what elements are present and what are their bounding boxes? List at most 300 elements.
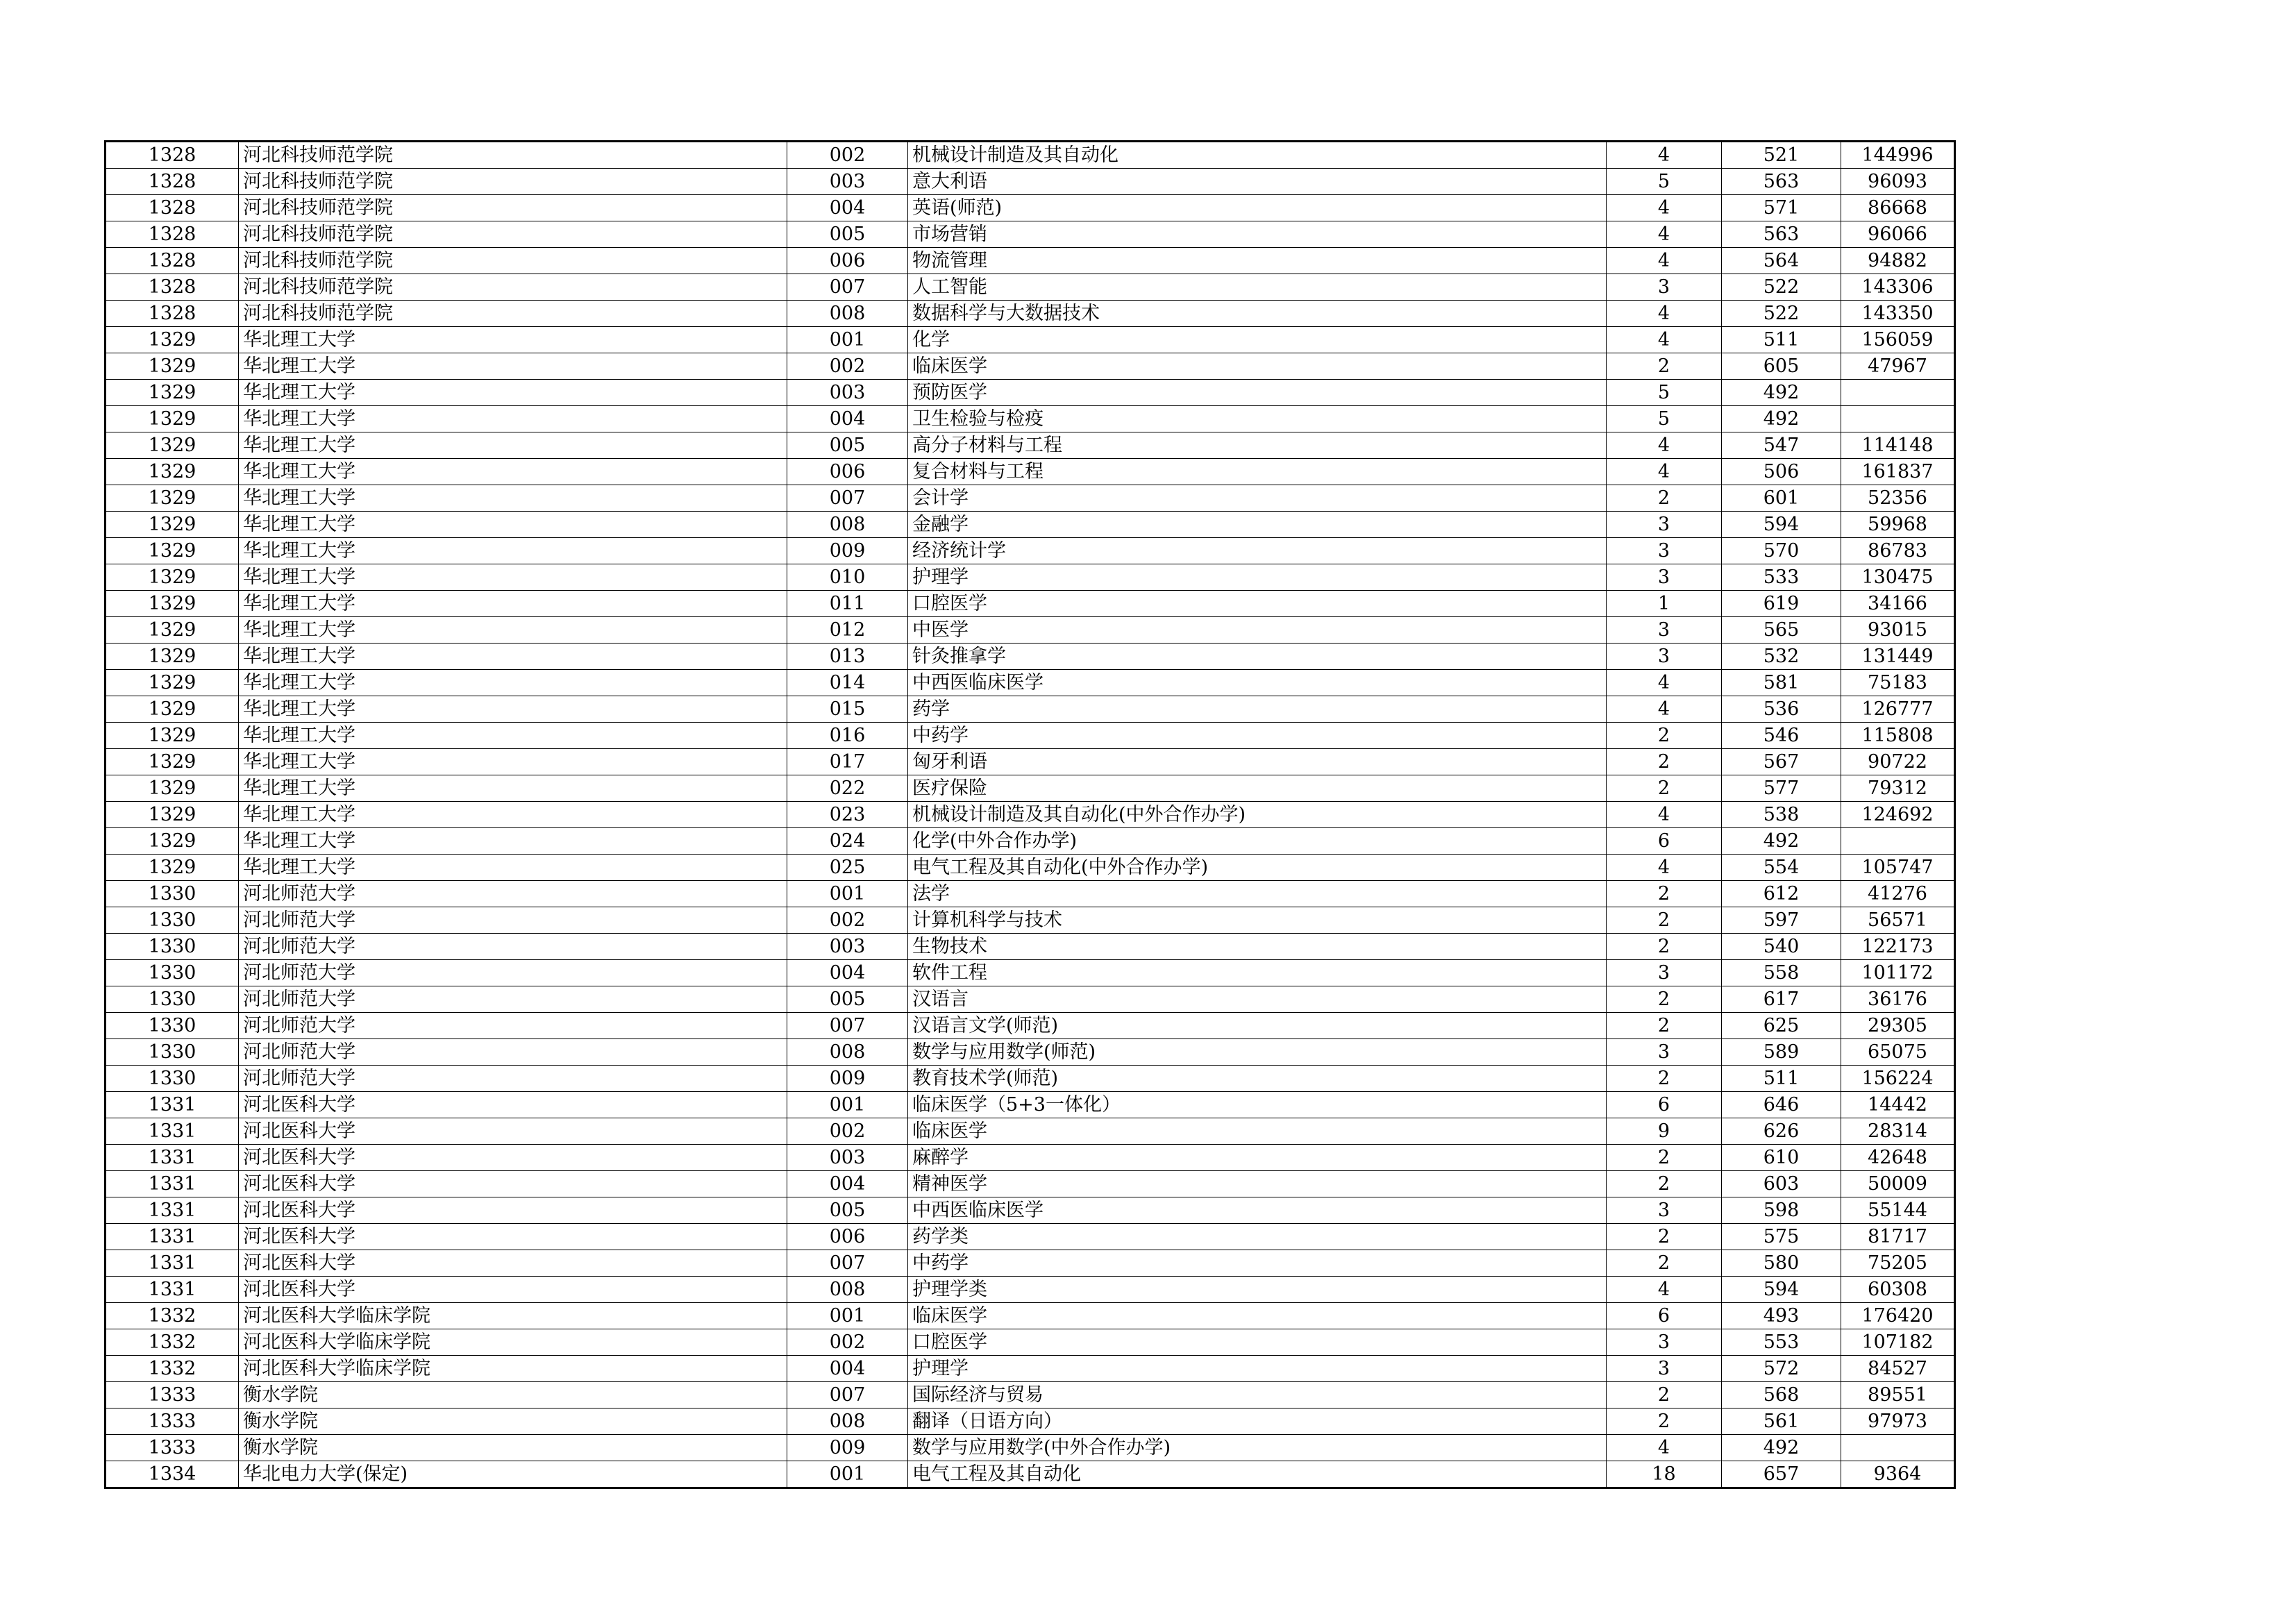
school-code-cell: 1330 [106, 934, 239, 960]
school-name-cell: 河北科技师范学院 [239, 274, 787, 301]
major-name-cell: 临床医学 [908, 1118, 1607, 1145]
table-body [106, 142, 1955, 1488]
school-name-cell: 华北理工大学 [239, 432, 787, 459]
major-name-cell: 麻醉学 [908, 1145, 1607, 1171]
major-name-cell: 市场营销 [908, 221, 1607, 248]
school-name-cell: 河北师范大学 [239, 907, 787, 934]
plan-count-cell: 5 [1607, 380, 1722, 406]
major-name-cell: 生物技术 [908, 934, 1607, 960]
school-name-cell: 华北理工大学 [239, 617, 787, 644]
table-row [106, 670, 1955, 696]
major-name-cell: 中西医临床医学 [908, 670, 1607, 696]
table-row [106, 353, 1955, 380]
major-code-cell: 003 [787, 1145, 908, 1171]
major-code-cell: 022 [787, 775, 908, 802]
school-name-cell: 华北理工大学 [239, 644, 787, 670]
school-code-cell: 1329 [106, 723, 239, 749]
school-name-cell: 衡水学院 [239, 1435, 787, 1461]
major-code-cell: 010 [787, 564, 908, 591]
school-code-cell: 1334 [106, 1461, 239, 1488]
min-score-cell: 594 [1722, 1277, 1841, 1303]
table-row [106, 512, 1955, 538]
min-score-cell: 533 [1722, 564, 1841, 591]
min-score-cell: 597 [1722, 907, 1841, 934]
plan-count-cell: 2 [1607, 1145, 1722, 1171]
major-code-cell: 007 [787, 1250, 908, 1277]
rank-cell: 93015 [1841, 617, 1955, 644]
school-name-cell: 河北科技师范学院 [239, 169, 787, 195]
major-name-cell: 汉语言文学(师范) [908, 1013, 1607, 1039]
school-code-cell: 1332 [106, 1303, 239, 1329]
school-code-cell: 1332 [106, 1356, 239, 1382]
major-name-cell: 临床医学 [908, 1303, 1607, 1329]
major-name-cell: 会计学 [908, 485, 1607, 512]
rank-cell: 75205 [1841, 1250, 1955, 1277]
min-score-cell: 625 [1722, 1013, 1841, 1039]
table-row [106, 749, 1955, 775]
plan-count-cell: 4 [1607, 195, 1722, 221]
major-name-cell: 中药学 [908, 723, 1607, 749]
plan-count-cell: 3 [1607, 617, 1722, 644]
school-name-cell: 河北医科大学 [239, 1171, 787, 1197]
plan-count-cell: 2 [1607, 1171, 1722, 1197]
rank-cell: 122173 [1841, 934, 1955, 960]
plan-count-cell: 2 [1607, 907, 1722, 934]
school-name-cell: 河北医科大学 [239, 1092, 787, 1118]
school-name-cell: 河北医科大学临床学院 [239, 1356, 787, 1382]
table-row [106, 986, 1955, 1013]
major-code-cell: 009 [787, 1066, 908, 1092]
major-name-cell: 意大利语 [908, 169, 1607, 195]
school-name-cell: 华北理工大学 [239, 406, 787, 432]
major-code-cell: 024 [787, 828, 908, 855]
school-name-cell: 华北理工大学 [239, 696, 787, 723]
table-row [106, 696, 1955, 723]
plan-count-cell: 4 [1607, 221, 1722, 248]
table-row [106, 1118, 1955, 1145]
major-code-cell: 023 [787, 802, 908, 828]
min-score-cell: 589 [1722, 1039, 1841, 1066]
min-score-cell: 492 [1722, 828, 1841, 855]
major-name-cell: 中药学 [908, 1250, 1607, 1277]
min-score-cell: 492 [1722, 1435, 1841, 1461]
major-code-cell: 004 [787, 1171, 908, 1197]
rank-cell: 94882 [1841, 248, 1955, 274]
min-score-cell: 603 [1722, 1171, 1841, 1197]
rank-cell [1841, 380, 1955, 406]
major-code-cell: 017 [787, 749, 908, 775]
major-name-cell: 翻译（日语方向） [908, 1408, 1607, 1435]
major-code-cell: 003 [787, 934, 908, 960]
major-code-cell: 011 [787, 591, 908, 617]
major-name-cell: 药学 [908, 696, 1607, 723]
school-name-cell: 华北理工大学 [239, 380, 787, 406]
plan-count-cell: 4 [1607, 459, 1722, 485]
school-name-cell: 河北医科大学 [239, 1145, 787, 1171]
rank-cell: 130475 [1841, 564, 1955, 591]
plan-count-cell: 2 [1607, 986, 1722, 1013]
major-code-cell: 008 [787, 1408, 908, 1435]
min-score-cell: 594 [1722, 512, 1841, 538]
table-row [106, 617, 1955, 644]
plan-count-cell: 3 [1607, 274, 1722, 301]
major-code-cell: 005 [787, 986, 908, 1013]
major-code-cell: 003 [787, 169, 908, 195]
major-name-cell: 高分子材料与工程 [908, 432, 1607, 459]
rank-cell: 144996 [1841, 142, 1955, 169]
plan-count-cell: 4 [1607, 802, 1722, 828]
school-code-cell: 1329 [106, 855, 239, 881]
major-name-cell: 汉语言 [908, 986, 1607, 1013]
plan-count-cell: 2 [1607, 485, 1722, 512]
school-name-cell: 河北医科大学临床学院 [239, 1303, 787, 1329]
school-code-cell: 1329 [106, 802, 239, 828]
table-row [106, 1303, 1955, 1329]
min-score-cell: 598 [1722, 1197, 1841, 1224]
major-name-cell: 电气工程及其自动化 [908, 1461, 1607, 1488]
plan-count-cell: 3 [1607, 1356, 1722, 1382]
min-score-cell: 554 [1722, 855, 1841, 881]
plan-count-cell: 4 [1607, 1277, 1722, 1303]
major-name-cell: 软件工程 [908, 960, 1607, 986]
school-name-cell: 河北医科大学 [239, 1224, 787, 1250]
major-code-cell: 007 [787, 485, 908, 512]
table-row [106, 248, 1955, 274]
plan-count-cell: 2 [1607, 1382, 1722, 1408]
admission-table [104, 140, 1956, 1489]
school-code-cell: 1329 [106, 749, 239, 775]
school-code-cell: 1329 [106, 564, 239, 591]
school-code-cell: 1328 [106, 195, 239, 221]
plan-count-cell: 3 [1607, 960, 1722, 986]
school-name-cell: 华北理工大学 [239, 564, 787, 591]
rank-cell: 47967 [1841, 353, 1955, 380]
major-code-cell: 013 [787, 644, 908, 670]
table-row [106, 1382, 1955, 1408]
plan-count-cell: 3 [1607, 644, 1722, 670]
rank-cell: 29305 [1841, 1013, 1955, 1039]
school-name-cell: 华北理工大学 [239, 749, 787, 775]
rank-cell: 126777 [1841, 696, 1955, 723]
rank-cell: 9364 [1841, 1461, 1955, 1488]
school-code-cell: 1329 [106, 459, 239, 485]
major-code-cell: 005 [787, 1197, 908, 1224]
major-code-cell: 004 [787, 195, 908, 221]
major-code-cell: 008 [787, 512, 908, 538]
school-code-cell: 1330 [106, 1013, 239, 1039]
min-score-cell: 538 [1722, 802, 1841, 828]
min-score-cell: 563 [1722, 169, 1841, 195]
school-name-cell: 河北科技师范学院 [239, 142, 787, 169]
table-row [106, 881, 1955, 907]
school-code-cell: 1331 [106, 1145, 239, 1171]
min-score-cell: 568 [1722, 1382, 1841, 1408]
plan-count-cell: 4 [1607, 248, 1722, 274]
school-code-cell: 1329 [106, 828, 239, 855]
plan-count-cell: 2 [1607, 775, 1722, 802]
table-row [106, 1435, 1955, 1461]
min-score-cell: 617 [1722, 986, 1841, 1013]
rank-cell: 75183 [1841, 670, 1955, 696]
min-score-cell: 619 [1722, 591, 1841, 617]
table-row [106, 802, 1955, 828]
major-name-cell: 金融学 [908, 512, 1607, 538]
rank-cell: 55144 [1841, 1197, 1955, 1224]
major-name-cell: 医疗保险 [908, 775, 1607, 802]
rank-cell: 60308 [1841, 1277, 1955, 1303]
school-code-cell: 1331 [106, 1171, 239, 1197]
school-name-cell: 河北师范大学 [239, 881, 787, 907]
table-row [106, 564, 1955, 591]
school-name-cell: 华北理工大学 [239, 802, 787, 828]
school-code-cell: 1330 [106, 881, 239, 907]
table-row [106, 301, 1955, 327]
major-code-cell: 014 [787, 670, 908, 696]
plan-count-cell: 1 [1607, 591, 1722, 617]
major-name-cell: 临床医学（5+3一体化） [908, 1092, 1607, 1118]
min-score-cell: 646 [1722, 1092, 1841, 1118]
major-name-cell: 药学类 [908, 1224, 1607, 1250]
rank-cell [1841, 406, 1955, 432]
rank-cell: 14442 [1841, 1092, 1955, 1118]
major-name-cell: 物流管理 [908, 248, 1607, 274]
school-code-cell: 1330 [106, 1066, 239, 1092]
table-row [106, 406, 1955, 432]
major-code-cell: 007 [787, 1382, 908, 1408]
major-code-cell: 004 [787, 406, 908, 432]
plan-count-cell: 2 [1607, 881, 1722, 907]
plan-count-cell: 4 [1607, 1435, 1722, 1461]
school-name-cell: 华北电力大学(保定) [239, 1461, 787, 1488]
major-name-cell: 口腔医学 [908, 1329, 1607, 1356]
school-code-cell: 1331 [106, 1224, 239, 1250]
school-code-cell: 1329 [106, 538, 239, 564]
min-score-cell: 626 [1722, 1118, 1841, 1145]
major-name-cell: 中西医临床医学 [908, 1197, 1607, 1224]
min-score-cell: 564 [1722, 248, 1841, 274]
school-name-cell: 河北师范大学 [239, 1013, 787, 1039]
rank-cell: 86668 [1841, 195, 1955, 221]
plan-count-cell: 4 [1607, 327, 1722, 353]
table-row [106, 1145, 1955, 1171]
school-code-cell: 1328 [106, 301, 239, 327]
rank-cell: 156224 [1841, 1066, 1955, 1092]
school-code-cell: 1328 [106, 169, 239, 195]
school-code-cell: 1329 [106, 380, 239, 406]
major-name-cell: 针灸推拿学 [908, 644, 1607, 670]
table-row [106, 723, 1955, 749]
rank-cell: 176420 [1841, 1303, 1955, 1329]
school-name-cell: 河北师范大学 [239, 960, 787, 986]
table-row [106, 195, 1955, 221]
plan-count-cell: 6 [1607, 828, 1722, 855]
major-name-cell: 临床医学 [908, 353, 1607, 380]
major-name-cell: 化学 [908, 327, 1607, 353]
rank-cell: 105747 [1841, 855, 1955, 881]
major-code-cell: 007 [787, 1013, 908, 1039]
min-score-cell: 572 [1722, 1356, 1841, 1382]
school-code-cell: 1331 [106, 1092, 239, 1118]
major-name-cell: 机械设计制造及其自动化(中外合作办学) [908, 802, 1607, 828]
major-code-cell: 001 [787, 1303, 908, 1329]
school-name-cell: 华北理工大学 [239, 591, 787, 617]
plan-count-cell: 2 [1607, 934, 1722, 960]
table-row [106, 221, 1955, 248]
plan-count-cell: 4 [1607, 432, 1722, 459]
table-row [106, 855, 1955, 881]
school-name-cell: 华北理工大学 [239, 485, 787, 512]
school-name-cell: 华北理工大学 [239, 855, 787, 881]
major-name-cell: 匈牙利语 [908, 749, 1607, 775]
rank-cell: 84527 [1841, 1356, 1955, 1382]
plan-count-cell: 4 [1607, 142, 1722, 169]
major-code-cell: 012 [787, 617, 908, 644]
major-name-cell: 教育技术学(师范) [908, 1066, 1607, 1092]
major-code-cell: 002 [787, 353, 908, 380]
admission-table-container [104, 140, 1954, 1489]
school-code-cell: 1330 [106, 986, 239, 1013]
min-score-cell: 601 [1722, 485, 1841, 512]
rank-cell: 36176 [1841, 986, 1955, 1013]
min-score-cell: 577 [1722, 775, 1841, 802]
table-row [106, 459, 1955, 485]
plan-count-cell: 3 [1607, 1039, 1722, 1066]
school-name-cell: 华北理工大学 [239, 459, 787, 485]
min-score-cell: 612 [1722, 881, 1841, 907]
min-score-cell: 506 [1722, 459, 1841, 485]
table-row [106, 1171, 1955, 1197]
min-score-cell: 580 [1722, 1250, 1841, 1277]
major-name-cell: 法学 [908, 881, 1607, 907]
min-score-cell: 492 [1722, 380, 1841, 406]
major-name-cell: 化学(中外合作办学) [908, 828, 1607, 855]
school-code-cell: 1329 [106, 406, 239, 432]
min-score-cell: 532 [1722, 644, 1841, 670]
plan-count-cell: 2 [1607, 353, 1722, 380]
rank-cell: 79312 [1841, 775, 1955, 802]
rank-cell: 101172 [1841, 960, 1955, 986]
major-name-cell: 机械设计制造及其自动化 [908, 142, 1607, 169]
plan-count-cell: 3 [1607, 512, 1722, 538]
rank-cell: 65075 [1841, 1039, 1955, 1066]
rank-cell: 143306 [1841, 274, 1955, 301]
min-score-cell: 547 [1722, 432, 1841, 459]
rank-cell: 86783 [1841, 538, 1955, 564]
min-score-cell: 575 [1722, 1224, 1841, 1250]
school-code-cell: 1331 [106, 1277, 239, 1303]
major-code-cell: 001 [787, 327, 908, 353]
plan-count-cell: 3 [1607, 1197, 1722, 1224]
plan-count-cell: 3 [1607, 1329, 1722, 1356]
rank-cell: 41276 [1841, 881, 1955, 907]
major-code-cell: 002 [787, 1329, 908, 1356]
min-score-cell: 536 [1722, 696, 1841, 723]
table-row [106, 644, 1955, 670]
school-name-cell: 华北理工大学 [239, 723, 787, 749]
school-code-cell: 1329 [106, 327, 239, 353]
rank-cell: 124692 [1841, 802, 1955, 828]
min-score-cell: 563 [1722, 221, 1841, 248]
school-code-cell: 1329 [106, 353, 239, 380]
min-score-cell: 567 [1722, 749, 1841, 775]
school-name-cell: 河北医科大学 [239, 1118, 787, 1145]
school-code-cell: 1332 [106, 1329, 239, 1356]
major-code-cell: 009 [787, 538, 908, 564]
min-score-cell: 511 [1722, 1066, 1841, 1092]
major-code-cell: 001 [787, 1461, 908, 1488]
min-score-cell: 561 [1722, 1408, 1841, 1435]
table-row [106, 380, 1955, 406]
school-code-cell: 1329 [106, 670, 239, 696]
school-name-cell: 河北医科大学 [239, 1250, 787, 1277]
school-name-cell: 河北师范大学 [239, 986, 787, 1013]
school-name-cell: 华北理工大学 [239, 670, 787, 696]
plan-count-cell: 6 [1607, 1092, 1722, 1118]
table-row [106, 1329, 1955, 1356]
major-code-cell: 015 [787, 696, 908, 723]
major-name-cell: 复合材料与工程 [908, 459, 1607, 485]
min-score-cell: 558 [1722, 960, 1841, 986]
rank-cell: 34166 [1841, 591, 1955, 617]
min-score-cell: 581 [1722, 670, 1841, 696]
school-name-cell: 河北科技师范学院 [239, 195, 787, 221]
plan-count-cell: 18 [1607, 1461, 1722, 1488]
min-score-cell: 492 [1722, 406, 1841, 432]
table-row [106, 1197, 1955, 1224]
table-row [106, 828, 1955, 855]
plan-count-cell: 2 [1607, 1250, 1722, 1277]
school-code-cell: 1329 [106, 512, 239, 538]
rank-cell: 89551 [1841, 1382, 1955, 1408]
major-name-cell: 精神医学 [908, 1171, 1607, 1197]
school-code-cell: 1329 [106, 485, 239, 512]
major-code-cell: 004 [787, 960, 908, 986]
school-name-cell: 华北理工大学 [239, 828, 787, 855]
major-name-cell: 数学与应用数学(中外合作办学) [908, 1435, 1607, 1461]
major-code-cell: 007 [787, 274, 908, 301]
table-row [106, 1013, 1955, 1039]
major-code-cell: 008 [787, 301, 908, 327]
school-name-cell: 河北医科大学 [239, 1197, 787, 1224]
school-name-cell: 河北医科大学临床学院 [239, 1329, 787, 1356]
rank-cell: 161837 [1841, 459, 1955, 485]
table-row [106, 1224, 1955, 1250]
school-code-cell: 1331 [106, 1197, 239, 1224]
school-code-cell: 1329 [106, 644, 239, 670]
school-code-cell: 1329 [106, 591, 239, 617]
major-code-cell: 001 [787, 881, 908, 907]
school-code-cell: 1330 [106, 907, 239, 934]
major-code-cell: 005 [787, 432, 908, 459]
plan-count-cell: 4 [1607, 855, 1722, 881]
table-row [106, 142, 1955, 169]
major-name-cell: 经济统计学 [908, 538, 1607, 564]
major-code-cell: 004 [787, 1356, 908, 1382]
min-score-cell: 546 [1722, 723, 1841, 749]
school-name-cell: 河北师范大学 [239, 1066, 787, 1092]
school-code-cell: 1329 [106, 432, 239, 459]
rank-cell: 97973 [1841, 1408, 1955, 1435]
plan-count-cell: 9 [1607, 1118, 1722, 1145]
plan-count-cell: 5 [1607, 406, 1722, 432]
table-row [106, 274, 1955, 301]
table-row [106, 432, 1955, 459]
min-score-cell: 553 [1722, 1329, 1841, 1356]
major-name-cell: 护理学 [908, 1356, 1607, 1382]
major-name-cell: 中医学 [908, 617, 1607, 644]
major-code-cell: 001 [787, 1092, 908, 1118]
school-name-cell: 华北理工大学 [239, 327, 787, 353]
